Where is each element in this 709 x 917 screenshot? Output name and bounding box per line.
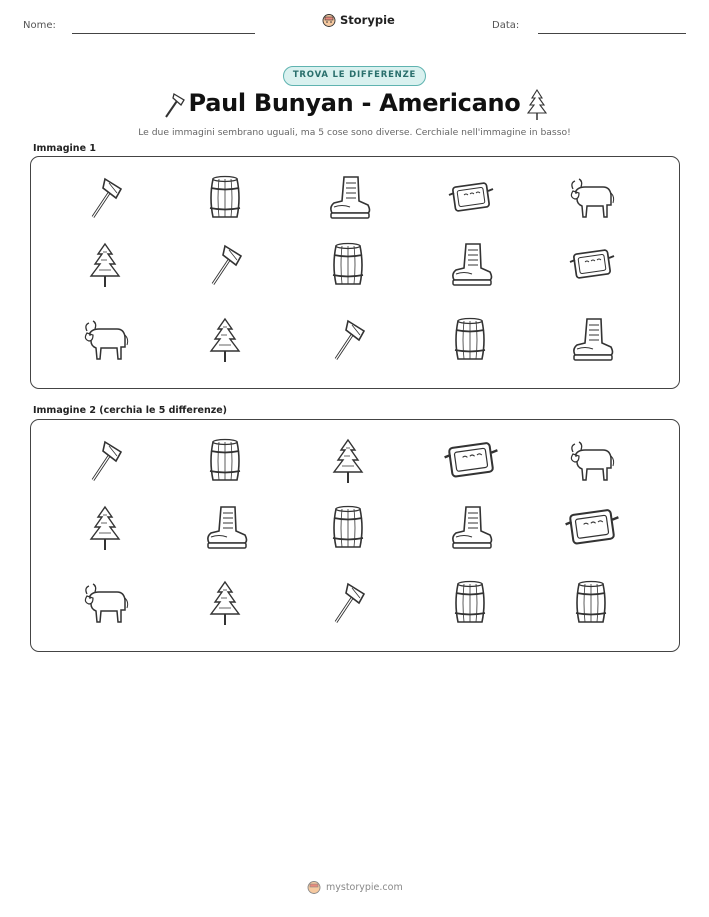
image1-panel[interactable] (30, 156, 680, 389)
ox-icon[interactable] (81, 315, 131, 365)
boot-icon[interactable] (446, 503, 496, 553)
image2-panel[interactable] (30, 419, 680, 652)
axe-icon[interactable] (81, 436, 131, 486)
ox-icon[interactable] (567, 436, 617, 486)
barrel-icon[interactable] (201, 173, 251, 223)
barrel-icon[interactable] (567, 578, 617, 628)
date-label: Data: (492, 20, 520, 31)
storypie-icon (322, 13, 336, 27)
page-title: Paul Bunyan - Americano (188, 89, 521, 117)
brand-logo (322, 13, 395, 27)
boot-icon[interactable] (324, 173, 374, 223)
brand-name: Storypie (340, 13, 395, 27)
barrel-icon[interactable] (446, 578, 496, 628)
boot-icon[interactable] (567, 315, 617, 365)
boot-icon[interactable] (446, 240, 496, 290)
axe-icon[interactable] (81, 173, 131, 223)
barrel-icon[interactable] (201, 436, 251, 486)
task-badge: TROVA LE DIFFERENZE (283, 66, 426, 86)
pan-icon[interactable] (446, 173, 496, 223)
storypie-icon (307, 880, 321, 894)
tree-icon[interactable] (201, 315, 251, 365)
tree-icon[interactable] (324, 436, 374, 486)
axe-icon[interactable] (324, 315, 374, 365)
pan-icon[interactable] (441, 431, 501, 491)
name-label: Nome: (23, 20, 56, 31)
instructions: Le due immagini sembrano uguali, ma 5 cose sono diverse. Cerchiale nell'immagine in basso! (138, 127, 571, 138)
date-line[interactable] (538, 33, 686, 34)
footer-url[interactable]: mystorypie.com (326, 881, 403, 893)
pan-icon[interactable] (567, 240, 617, 290)
tree-icon[interactable] (81, 240, 131, 290)
image2-label: Immagine 2 (cerchia le 5 differenze) (33, 405, 228, 416)
ox-icon[interactable] (81, 578, 131, 628)
tree-icon[interactable] (81, 503, 131, 553)
barrel-icon[interactable] (446, 315, 496, 365)
name-line[interactable] (72, 33, 255, 34)
footer (307, 880, 403, 894)
tree-icon[interactable] (201, 578, 251, 628)
image1-label: Immagine 1 (33, 143, 96, 154)
barrel-icon[interactable] (324, 240, 374, 290)
pan-icon[interactable] (562, 498, 622, 558)
tree-icon (526, 88, 548, 122)
ox-icon[interactable] (567, 173, 617, 223)
barrel-icon[interactable] (324, 503, 374, 553)
axe-icon[interactable] (324, 578, 374, 628)
axe-icon[interactable] (201, 240, 251, 290)
boot-icon[interactable] (201, 503, 251, 553)
